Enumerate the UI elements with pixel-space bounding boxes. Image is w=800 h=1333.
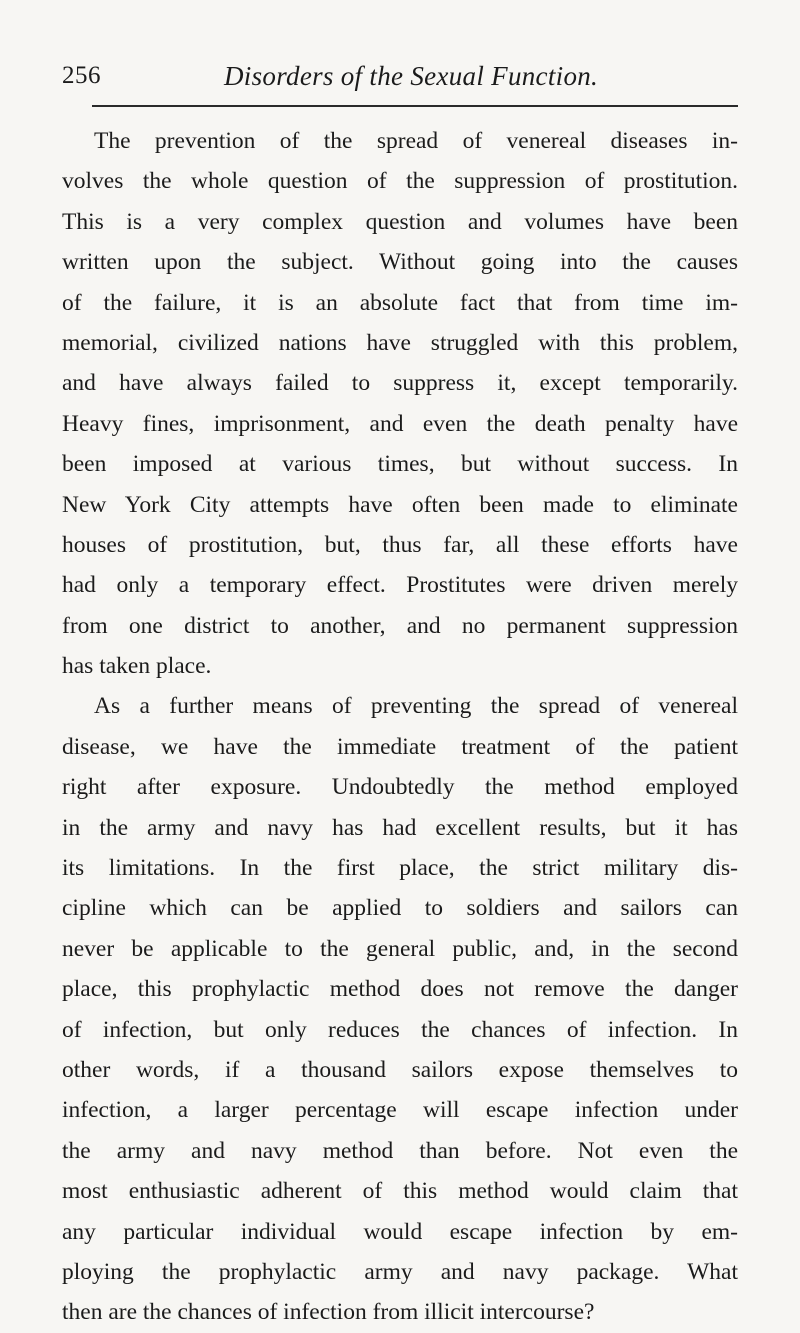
text-line: volves the whole question of the suppression of prostitution. [62, 168, 738, 195]
text-line: This is a very complex question and volumes have been [62, 208, 738, 235]
text-line: The prevention of the spread of venereal diseases in- [94, 128, 738, 154]
text-line: of the failure, it is an absolute fact that from time im- [62, 289, 738, 316]
text-line: then are the chances of infection from illicit intercourse? [62, 1299, 595, 1326]
text-line: ploying the prophylactic army and navy package. What [62, 1258, 738, 1285]
text-line: place, this prophylactic method does not remove the danger [62, 976, 738, 1003]
text-line: its limitations. In the first place, the strict military dis- [62, 855, 738, 882]
text-line: in the army and navy has had excellent results, but it has [62, 814, 738, 841]
text-line: the army and navy method than before. Not even the [62, 1137, 738, 1164]
text-line: As a further means of preventing the spread of venereal [94, 693, 738, 720]
body-text [62, 121, 738, 1333]
text-line: memorial, civilized nations have struggled with this problem, [62, 329, 738, 356]
text-line: houses of prostitution, but, thus far, all these efforts have [62, 531, 738, 558]
text-line: been imposed at various times, but without success. In [62, 451, 738, 478]
text-line: cipline which can be applied to soldiers and sailors can [62, 895, 738, 922]
running-head [62, 60, 738, 94]
text-line: written upon the subject. Without going into the causes [62, 249, 738, 276]
text-line: New York City attempts have often been made to eliminate [62, 491, 738, 518]
text-line: has taken place. [62, 653, 212, 680]
text-line: most enthusiastic adherent of this method would claim that [62, 1178, 738, 1205]
text-line: Heavy fines, imprisonment, and even the death penalty have [62, 410, 738, 437]
header-rule [92, 105, 738, 107]
running-title: Disorders of the Sexual Function. [224, 61, 599, 91]
text-line: had only a temporary effect. Prostitutes were driven merely [62, 572, 738, 599]
text-line: infection, a larger percentage will escape infection under [62, 1097, 738, 1124]
text-line: right after exposure. Undoubtedly the method employed [62, 774, 738, 801]
text-line: disease, we have the immediate treatment of the patient [62, 733, 738, 760]
text-line: never be applicable to the general public, and, in the second [62, 935, 738, 962]
text-line: any particular individual would escape infection by em- [62, 1218, 738, 1245]
text-line: and have always failed to suppress it, except temporarily. [62, 370, 738, 397]
text-line: from one district to another, and no permanent suppression [62, 612, 738, 639]
page-number: 256 [62, 62, 101, 89]
text-line: other words, if a thousand sailors expose themselves to [62, 1056, 738, 1083]
text-line: of infection, but only reduces the chances of infection. In [62, 1016, 738, 1043]
